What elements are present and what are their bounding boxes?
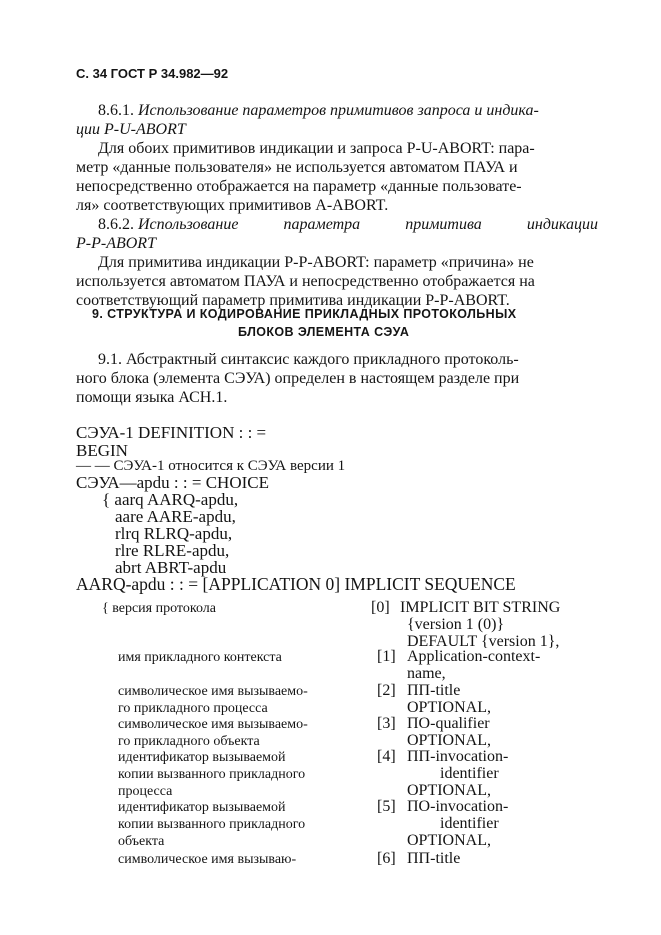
field-def: OPTIONAL, <box>407 782 491 799</box>
page-header: С. 34 ГОСТ Р 34.982—92 <box>76 66 229 81</box>
s91-line: помощи языка АСН.1. <box>76 389 228 406</box>
field-def: identifier <box>440 765 499 782</box>
field-label: символическое имя вызываемо- <box>118 717 308 732</box>
asn-line: СЭУА-1 DEFINITION : : = <box>76 423 267 442</box>
s861-body-line: Для обоих примитивов индикации и запроса P-U-ABORT: пара- <box>98 140 535 157</box>
s862-title-line1 <box>76 215 598 234</box>
field-tag: [4] <box>377 748 396 765</box>
s861-title-text: Использование параметров примитивов запроса и индика- <box>138 102 539 119</box>
field-tag: [6] <box>377 850 396 867</box>
field-tag: [2] <box>377 682 396 699</box>
s862-title-word: Использование <box>138 216 239 233</box>
s862-number: 8.6.2. <box>98 216 134 233</box>
asn-line: BEGIN <box>76 441 128 460</box>
s861-body-line: ля» соответствующих примитивов A-ABORT. <box>76 197 389 214</box>
asn-choice-item: { aarq AARQ-apdu, <box>102 490 239 509</box>
s861-body-line: метр «данные пользователя» не используется автоматом ПАУА и <box>76 159 518 176</box>
s862-body-line: используется автоматом ПАУА и непосредственно отображается на <box>76 273 535 290</box>
field-def: OPTIONAL, <box>407 832 491 849</box>
field-def: ПО-qualifier <box>407 715 490 732</box>
asn-choice-item: aare AARE-apdu, <box>115 507 236 526</box>
field-label: копии вызванного прикладного <box>118 817 306 832</box>
field-def: identifier <box>440 815 499 832</box>
s861-title-line1 <box>98 101 539 120</box>
field-label: символическое имя вызываю- <box>118 852 297 867</box>
field-def: ПП-title <box>407 850 461 867</box>
s862-title-line2: P-P-ABORT <box>76 235 156 252</box>
section-heading-line2: БЛОКОВ ЭЛЕМЕНТА СЭУА <box>238 325 410 339</box>
field-def: {version 1 (0)} <box>407 616 505 633</box>
field-def: OPTIONAL, <box>407 732 491 749</box>
s862-title-word: индикации <box>526 216 598 233</box>
field-def: ПП-invocation- <box>407 748 509 765</box>
s91-line: 9.1. Абстрактный синтаксис каждого прикладного протоколь- <box>98 351 519 368</box>
field-tag: [3] <box>377 715 396 732</box>
asn-choice-item: abrt ABRT-apdu <box>115 558 227 577</box>
asn-line: СЭУА—apdu : : = CHOICE <box>76 473 269 492</box>
field-label: имя прикладного контекста <box>118 650 282 665</box>
s861-title-line2: ции P-U-ABORT <box>76 121 186 138</box>
s862-title-word: примитива <box>405 216 482 233</box>
field-label: го прикладного процесса <box>118 701 268 716</box>
field-def: name, <box>407 665 446 682</box>
field-label: процесса <box>118 784 173 799</box>
field-label: идентификатор вызываемой <box>118 800 286 815</box>
field-def: ПО-invocation- <box>407 798 509 815</box>
field-def: Application-context- <box>407 648 541 665</box>
field-def: IMPLICIT BIT STRING <box>400 599 561 616</box>
field-label: идентификатор вызываемой <box>118 750 286 765</box>
s862-body-line: Для примитива индикации P-P-ABORT: параметр «причина» не <box>98 254 534 271</box>
field-def: OPTIONAL, <box>407 699 491 716</box>
asn-comment: — — СЭУА-1 относится к СЭУА версии 1 <box>76 458 346 474</box>
field-tag: [1] <box>377 648 396 665</box>
field-label: объекта <box>118 834 165 849</box>
asn-choice-item: rlre RLRE-apdu, <box>115 541 230 560</box>
field-def: ПП-title <box>407 682 461 699</box>
s861-number: 8.6.1. <box>98 102 134 119</box>
s862-body-line: соответствующий параметр примитива индикации P-P-ABORT. <box>76 292 510 309</box>
field-label: го прикладного объекта <box>118 734 260 749</box>
field-def: DEFAULT {version 1}, <box>407 633 560 650</box>
field-label: символическое имя вызываемо- <box>118 684 308 699</box>
field-tag: [5] <box>377 798 396 815</box>
field-label: { версия протокола <box>102 601 216 616</box>
asn-sequence-decl: AARQ-apdu : : = [APPLICATION 0] IMPLICIT SEQUENCE <box>76 574 516 594</box>
s861-body-line: непосредственно отображается на параметр «данные пользовате- <box>76 178 522 195</box>
field-label: копии вызванного прикладного <box>118 767 306 782</box>
asn-choice-item: rlrq RLRQ-apdu, <box>115 524 233 543</box>
s862-title-word: параметра <box>283 216 361 233</box>
field-tag: [0] <box>371 599 390 616</box>
s91-line: ного блока (элемента СЭУА) определен в настоящем разделе при <box>76 370 520 387</box>
section-heading-line1: 9. СТРУКТУРА И КОДИРОВАНИЕ ПРИКЛАДНЫХ ПРОТОКОЛЬНЫХ <box>92 307 517 321</box>
